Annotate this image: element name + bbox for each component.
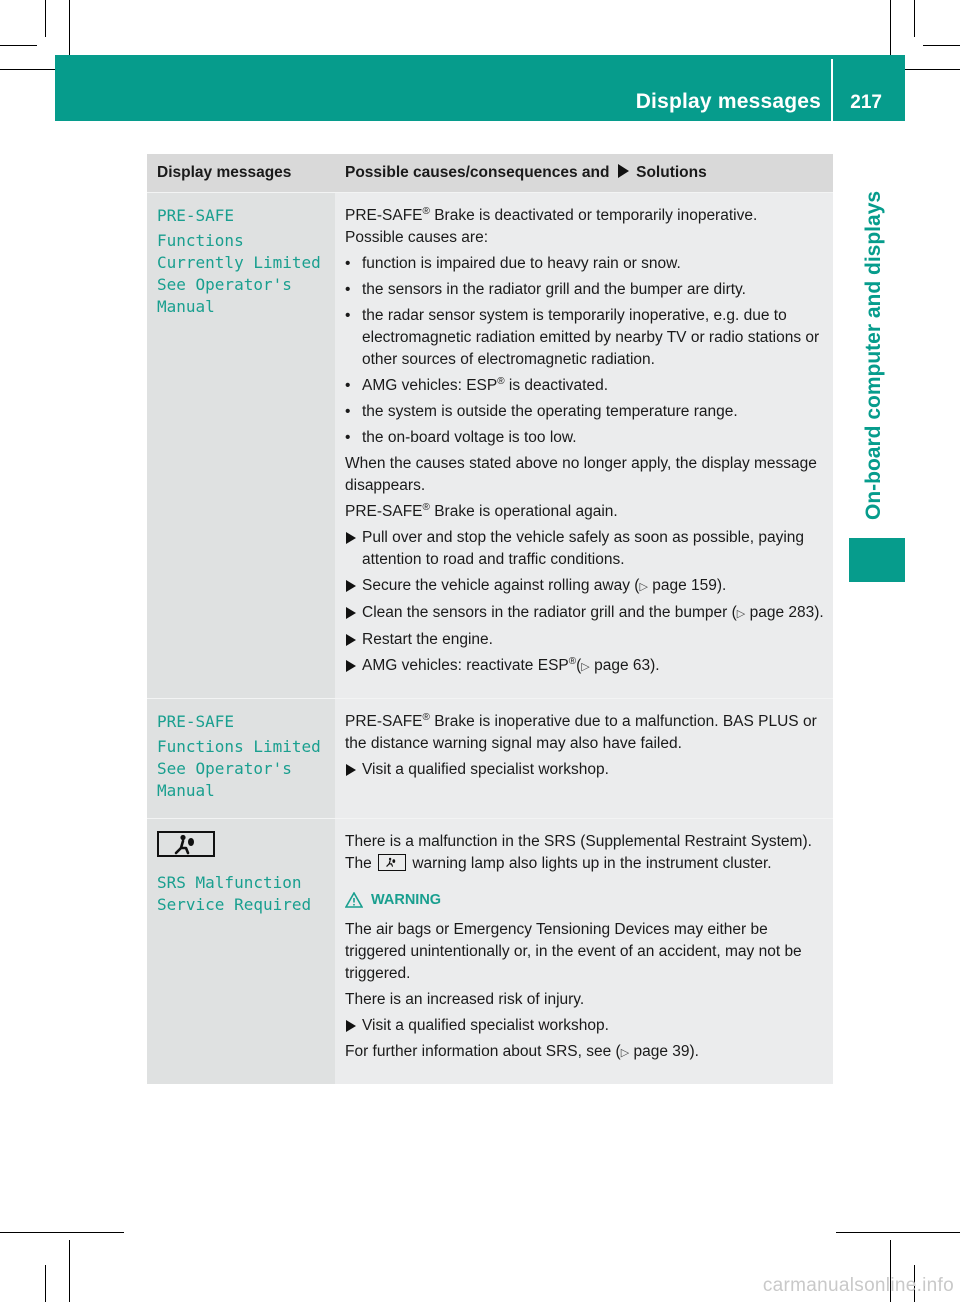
solution-step xyxy=(345,629,827,651)
step-arrow-icon xyxy=(346,607,356,619)
text: PRE-SAFE xyxy=(345,207,423,224)
text: function is impaired due to heavy rain or snow. xyxy=(362,255,681,272)
crop-mark xyxy=(923,45,960,46)
crop-mark xyxy=(0,45,37,46)
paragraph xyxy=(345,711,827,755)
text: For further information about SRS, see ( xyxy=(345,1043,621,1060)
text: the on-board voltage is too low. xyxy=(362,429,577,446)
bullet: • xyxy=(345,403,351,420)
causes-solutions-cell xyxy=(335,193,833,699)
display-message-text: SRS Malfunction Service Required xyxy=(157,873,312,914)
column-header-causes xyxy=(335,154,833,193)
solution-step xyxy=(345,759,827,781)
paragraph xyxy=(345,501,827,523)
crop-mark xyxy=(914,0,915,37)
text: is deactivated. xyxy=(504,377,609,394)
text: AMG vehicles: reactivate ESP xyxy=(362,657,569,674)
text: Secure the vehicle against rolling away ( xyxy=(362,577,640,594)
step-arrow-icon xyxy=(346,634,356,646)
bullet: • xyxy=(345,377,351,394)
column-header-causes-text: Possible causes/consequences and xyxy=(345,164,610,181)
display-message-text: PRE-SAFE xyxy=(157,206,235,225)
table-row xyxy=(147,819,833,1085)
watermark: carmanualsonline.info xyxy=(762,1275,954,1296)
paragraph: Possible causes are: xyxy=(345,229,489,246)
paragraph: The air bags or Emergency Tensioning Devices may either be triggered unintentionally or, in the event of an accident, may not be triggered. xyxy=(345,921,802,982)
text: Brake is inoperative due to a malfunction. BAS PLUS or the distance warning signal may also have failed. xyxy=(345,713,817,752)
display-message-cell xyxy=(147,819,335,1085)
solution-step xyxy=(345,602,827,625)
table-row xyxy=(147,699,833,819)
page-ref-arrow-icon: ▷ xyxy=(736,608,746,620)
bullet: • xyxy=(345,429,351,446)
solution-step xyxy=(345,527,827,571)
causes-solutions-cell xyxy=(335,819,833,1085)
step-arrow-icon xyxy=(346,1020,356,1032)
text: Visit a qualified specialist workshop. xyxy=(362,761,609,778)
display-message-text: Functions Limited See Operator's Manual xyxy=(157,737,321,800)
causes-solutions-cell xyxy=(335,699,833,819)
crop-mark xyxy=(890,0,891,62)
paragraph xyxy=(345,831,827,875)
solution-step xyxy=(345,575,827,598)
step-arrow-icon xyxy=(346,764,356,776)
step-arrow-icon xyxy=(346,580,356,592)
crop-mark xyxy=(69,1240,70,1302)
warning-triangle-icon xyxy=(345,892,363,908)
paragraph: When the causes stated above no longer apply, the display message disappears. xyxy=(345,455,817,494)
page-title: Display messages xyxy=(635,90,821,113)
registered-mark: ® xyxy=(422,711,430,723)
list-item xyxy=(345,375,827,397)
solution-step xyxy=(345,1015,827,1037)
text: AMG vehicles: ESP xyxy=(362,377,498,394)
page-ref-arrow-icon: ▷ xyxy=(639,581,648,593)
text: warning lamp also lights up in the instrument cluster. xyxy=(412,855,772,872)
list-item xyxy=(345,253,827,275)
list-item xyxy=(345,427,827,449)
list-item xyxy=(345,401,827,423)
section-tab-marker xyxy=(849,538,905,582)
text: Restart the engine. xyxy=(362,631,493,648)
text: ( xyxy=(576,657,582,674)
bullet: • xyxy=(345,281,351,298)
paragraph xyxy=(345,1041,827,1064)
page-reference-link[interactable]: page 39). xyxy=(633,1043,699,1060)
crop-mark xyxy=(836,1232,960,1233)
page-ref-arrow-icon: ▷ xyxy=(581,661,590,673)
page-ref-arrow-icon: ▷ xyxy=(620,1047,630,1059)
crop-mark xyxy=(0,1232,124,1233)
bullet: • xyxy=(345,255,351,272)
bullet: • xyxy=(345,307,351,324)
display-message-cell xyxy=(147,699,335,819)
table-header-row xyxy=(147,154,833,193)
list-item xyxy=(345,279,827,301)
text: PRE-SAFE xyxy=(345,713,423,730)
list-item xyxy=(345,305,827,371)
solution-step xyxy=(345,655,827,678)
paragraph: There is an increased risk of injury. xyxy=(345,991,585,1008)
step-arrow-icon xyxy=(346,660,356,672)
text: the radar sensor system is temporarily inoperative, e.g. due to electromagnetic radiation emitted by nearby TV or radio stations or other sources of electromagnetic radiation. xyxy=(362,307,820,368)
section-tab-label: On-board computer and displays xyxy=(862,190,885,520)
column-header-solutions-text: Solutions xyxy=(636,164,707,181)
text: PRE-SAFE xyxy=(345,503,423,520)
warning-heading xyxy=(345,889,827,911)
step-arrow-icon xyxy=(346,532,356,544)
airbag-warning-icon xyxy=(157,831,215,857)
page-reference-link[interactable]: page 283). xyxy=(749,604,824,621)
text: the sensors in the radiator grill and the bumper are dirty. xyxy=(362,281,746,298)
column-header-messages: Display messages xyxy=(147,154,335,193)
page-number: 217 xyxy=(850,92,882,113)
crop-mark xyxy=(69,0,70,62)
paragraph xyxy=(345,205,827,227)
airbag-warning-icon xyxy=(378,854,406,871)
warning-label: WARNING xyxy=(371,892,442,908)
page-reference-link[interactable]: page 159). xyxy=(652,577,727,594)
registered-mark: ® xyxy=(422,501,430,513)
display-message-text: PRE-SAFE xyxy=(157,712,235,731)
crop-mark xyxy=(45,0,46,37)
text: Pull over and stop the vehicle safely as soon as possible, paying attention to road and traffic conditions. xyxy=(362,529,805,568)
text: Brake is operational again. xyxy=(429,503,618,520)
solution-arrow-icon xyxy=(617,164,629,178)
text: Visit a qualified specialist workshop. xyxy=(362,1017,609,1034)
registered-mark: ® xyxy=(497,375,505,387)
page-reference-link[interactable]: page 63). xyxy=(594,657,660,674)
page-header xyxy=(55,55,905,121)
display-message-cell xyxy=(147,193,335,699)
registered-mark: ® xyxy=(422,205,430,217)
registered-mark: ® xyxy=(568,655,577,667)
text: Brake is deactivated or temporarily inoperative. xyxy=(429,207,758,224)
text: Clean the sensors in the radiator grill and the bumper ( xyxy=(362,604,737,621)
header-divider xyxy=(831,59,833,121)
display-messages-table xyxy=(147,154,833,1084)
display-message-text: Functions Currently Limited See Operator's Manual xyxy=(157,231,321,316)
crop-mark xyxy=(45,1265,46,1302)
text: the system is outside the operating temperature range. xyxy=(362,403,738,420)
text: There is a malfunction in the SRS (Supplemental Restraint System). The xyxy=(345,833,812,872)
table-row xyxy=(147,193,833,699)
